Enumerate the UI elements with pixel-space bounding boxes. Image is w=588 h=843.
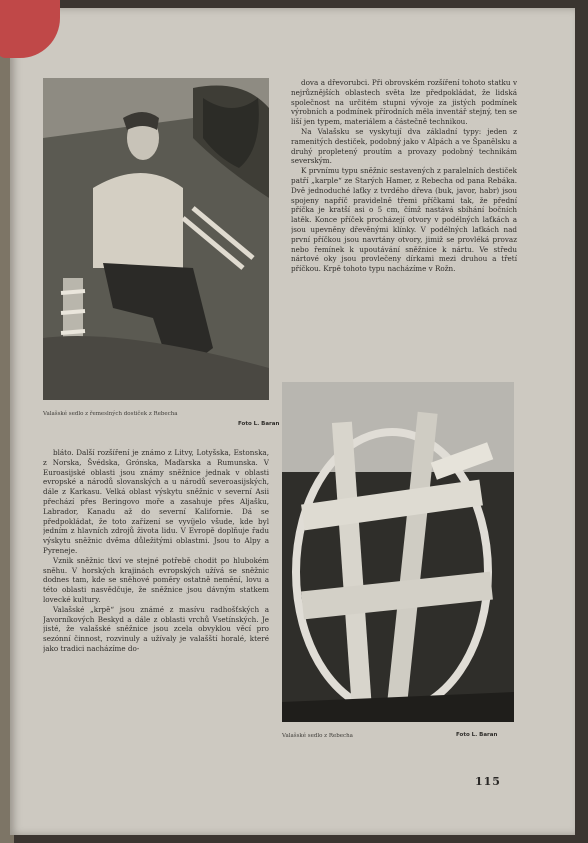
photo-bottom-credit: Foto L. Baran: [456, 732, 498, 738]
photo-wooden-snowshoes: [282, 382, 514, 722]
right-paragraph-1: dova a dřevorubci. Při obrovském rozšíření tohoto statku v nejrůznějších oblastech světa lze předpokládat, že lidská společnost na určitém stupni vývoje za jistých podmínek výrobních a podmínek přírodních měla inventář stejný, ten se liší jen typem, materiálem a částečně technikou.: [291, 78, 517, 127]
left-paragraph-3: Valašské „krpě“ jsou známé z masívu radhošťských a Javorníkových Beskyd a dále z oblasti vrchů Vsetínských. Je jisté, že valašské sněžnice jsou zcela obvyklou věcí pro sezónní činnost, rozvinuly a užívaly je valašští horalé, které jako tradici nacházíme do-: [43, 604, 269, 653]
photo-top-caption: Valašské sedlo z řemeslných dostiček z Rebecha: [43, 411, 178, 417]
left-column-text: [43, 448, 269, 745]
left-paragraph-1: bláto. Další rozšíření je známo z Litvy, Lotyšska, Estonska, z Norska, Švédska, Grónska, Maďarska a Rumunska. V Euroasijské oblasti jsou známy sněžnice jednak v oblasti evropské a národů slovanských a u národů severoasijských, dále z Karkasu. Velká oblast výskytu sněžnic v severní Asii přechází přes Beringovo moře a zasahuje přes Aljašku, Labrador, Kanadu až do severní Kalifornie. Dá se předpokládat, že toto zařízení se vyvíjelo všude, kde byl jedním z hlavních zdrojů života lidu. V Evropě doplňuje řadu výskytu sněžnic dvěma důležitými oblastmi. Jsou to Alpy a Pyreneje.: [43, 448, 269, 555]
right-paragraph-3: K prvnímu typu sněžnic sestavených z paralelních destiček patří „karple“ ze Starých Hamer, z Rebecha od pana Rebáka. Dvě jednoduché laťky z tvrdého dřeva (buk, javor, habr) jsou spojeny napříč pravidelně třemi příčkami tak, že přední příčka je kratší asi o 5 cm, čímž nastává sbíhání bočních latěk. Konce příček procházejí otvory v podélných laťkách a jsou upevněny dřevěnými klínky. V podélných laťkách nad první příčkou jsou navrtány otvory, jimiž se provléká provaz nebo řemínek k upoutávání sněžnice k nártu. Ve středu nártové oky jsou provlečeny dírkami mezi druhou a třetí příčkou. Krpě tohoto typu nacházíme v Rožn.: [291, 166, 517, 274]
photo-old-man-with-snowshoes: [43, 78, 269, 400]
right-paragraph-2: Na Valašsku se vyskytují dva základní typy: jeden z ramenitých destiček, podobný jako v Alpách a ve Španělsku a druhý propletený proutím a provazy podobný technikám severským.: [291, 126, 517, 166]
page-number: 115: [475, 775, 501, 788]
photo-top-credit: Foto L. Baran: [238, 421, 280, 427]
left-paragraph-2: Vznik sněžnic tkví ve stejné potřebě chodit po hlubokém sněhu. V horských krajinách evropských užívá se sněžnic dodnes tam, kde se sněhové poměry ostatně nemění, lovu a této oblasti nasvědčuje, že sněžnice jsou dávným statkem lovecké kultury.: [43, 555, 269, 604]
photo-bottom-caption: Valašské sedlo z Rebecha: [282, 733, 353, 739]
right-column-text: [291, 78, 517, 383]
book-page: [10, 8, 575, 835]
